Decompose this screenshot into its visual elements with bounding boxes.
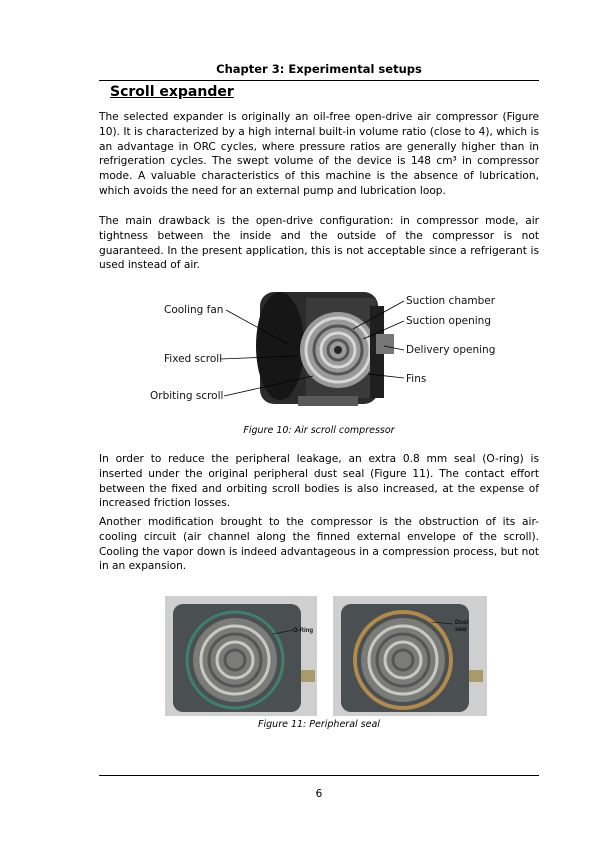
label-orbiting-scroll: Orbiting scroll bbox=[150, 390, 224, 402]
photo-dust-seal bbox=[333, 596, 487, 716]
label-delivery-opening: Delivery opening bbox=[406, 344, 496, 356]
label-fins: Fins bbox=[406, 373, 427, 385]
figure-11-caption: Figure 11: Peripheral seal bbox=[258, 719, 380, 730]
photo-o-ring bbox=[165, 596, 317, 716]
footer-rule bbox=[99, 775, 539, 776]
compressor-illustration bbox=[256, 292, 394, 406]
figure-10-air-scroll-compressor bbox=[148, 284, 498, 416]
paragraph-2: The main drawback is the open-drive configuration: in compressor mode, air tightness between the inside and the outside of the compressor is not guaranteed. In the present application, this is not acceptable since a refrigerant is used instead of air. bbox=[99, 215, 539, 272]
label-seal: seal bbox=[455, 627, 467, 633]
paragraph-1: The selected expander is originally an oil-free open-drive air compressor (Figure 10). It is characterized by a high internal built-in volume ratio (close to 4), which is an advantage in ORC cycles, where pressure ratios are generally higher than in refrigeration cycles. The swept volume of the device is 148 cm³ in compressor mode. A valuable characteristics of this machine is the absence of lubrication, which avoids the need for an external pump and lubrication loop. bbox=[99, 111, 539, 197]
figure-10-caption: Figure 10: Air scroll compressor bbox=[243, 425, 395, 436]
figure-11-peripheral-seal bbox=[165, 596, 487, 718]
label-dust: Dust bbox=[455, 620, 469, 626]
chapter-header: Chapter 3: Experimental setups bbox=[216, 62, 422, 76]
page-number: 6 bbox=[315, 788, 323, 800]
label-suction-chamber: Suction chamber bbox=[406, 295, 496, 307]
paragraph-3: In order to reduce the peripheral leakage, an extra 0.8 mm seal (O-ring) is inserted under the original peripheral dust seal (Figure 11). The contact effort between the fixed and orbiting scroll bodies is also increased, at the expense of increased friction losses. bbox=[99, 453, 539, 510]
label-suction-opening: Suction opening bbox=[406, 315, 491, 327]
header-rule bbox=[99, 80, 539, 81]
label-cooling-fan: Cooling fan bbox=[164, 304, 224, 316]
label-o-ring: O-Ring bbox=[293, 628, 313, 634]
paragraph-4: Another modification brought to the compressor is the obstruction of its air-cooling circuit (air channel along the finned external envelope of the scroll). Cooling the vapor down is indeed advantageous in a compression process, but not in an expansion. bbox=[99, 516, 539, 573]
section-title: Scroll expander bbox=[110, 84, 234, 100]
label-fixed-scroll: Fixed scroll bbox=[164, 353, 223, 365]
